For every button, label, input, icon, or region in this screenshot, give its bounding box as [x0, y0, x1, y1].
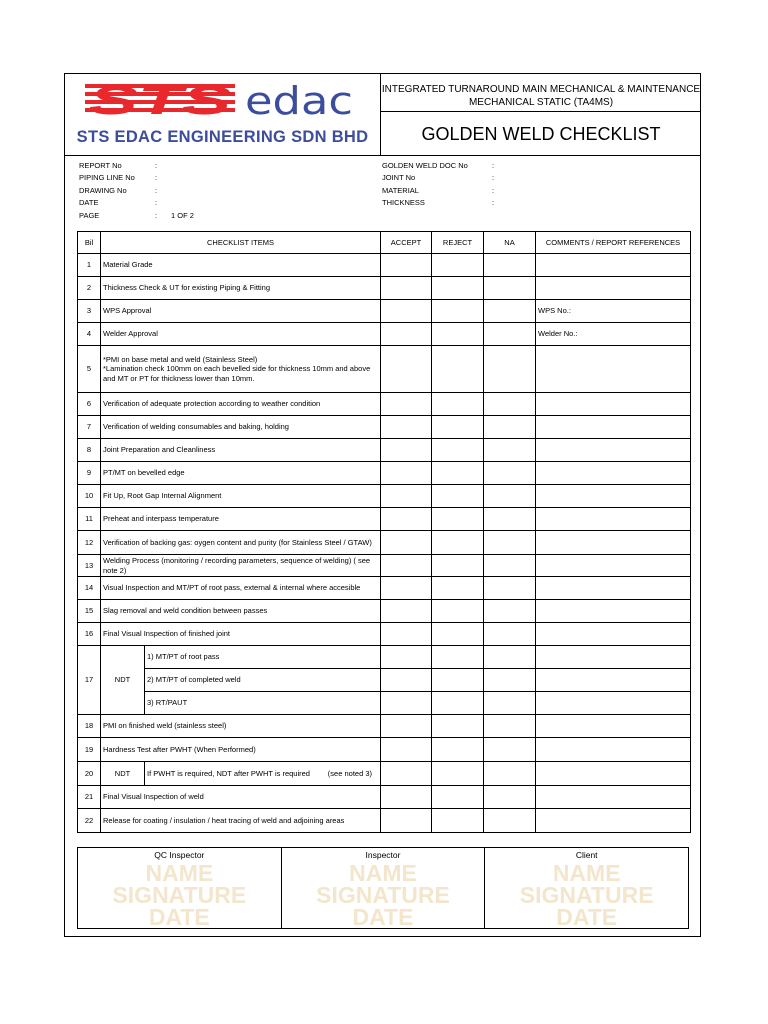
table-row — [78, 462, 691, 485]
checklist-item-text: WPS Approval — [101, 300, 381, 323]
na-cell[interactable] — [484, 669, 536, 692]
checklist-item-text: Thickness Check & UT for existing Piping & Fitting — [101, 277, 381, 300]
accept-cell[interactable] — [381, 692, 432, 715]
checklist-item-text: PMI on finished weld (stainless steel) — [101, 715, 381, 738]
signature-inspector[interactable] — [282, 848, 486, 928]
form-header — [65, 74, 700, 156]
reject-cell[interactable] — [432, 555, 484, 577]
table-row — [78, 577, 691, 600]
reject-cell[interactable] — [432, 393, 484, 416]
na-cell[interactable] — [484, 646, 536, 669]
checklist-item-text: Final Visual Inspection of weld — [101, 786, 381, 809]
table-row — [78, 786, 691, 809]
na-cell[interactable] — [484, 254, 536, 277]
sts-logo-mark — [85, 80, 235, 123]
checklist-item-text: Verification of backing gas: oygen content and purity (for Stainless Steel / GTAW) — [101, 531, 381, 555]
na-cell[interactable] — [484, 300, 536, 323]
reject-cell[interactable] — [432, 646, 484, 669]
comment-cell[interactable] — [536, 416, 691, 439]
na-cell[interactable] — [484, 416, 536, 439]
table-row — [78, 485, 691, 508]
col-header-reject: REJECT — [432, 232, 484, 254]
comment-cell[interactable] — [536, 531, 691, 555]
accept-cell[interactable] — [381, 531, 432, 555]
accept-cell[interactable] — [381, 646, 432, 669]
info-row: THICKNESS : — [382, 198, 495, 208]
table-row — [78, 323, 691, 346]
item-number: 17 — [78, 646, 101, 715]
col-header-items: CHECKLIST ITEMS — [101, 232, 381, 254]
na-cell[interactable] — [484, 346, 536, 393]
comment-cell[interactable] — [536, 485, 691, 508]
comment-cell[interactable] — [536, 715, 691, 738]
checklist-body-a — [78, 254, 691, 646]
accept-cell[interactable] — [381, 462, 432, 485]
signature-qc-inspector[interactable] — [78, 848, 282, 928]
accept-cell[interactable] — [381, 277, 432, 300]
comment-cell[interactable] — [536, 646, 691, 669]
item-number: 21 — [78, 786, 101, 809]
reject-cell[interactable] — [432, 416, 484, 439]
project-line-1: INTEGRATED TURNAROUND MAIN MECHANICAL & MAINTENANCE — [381, 84, 701, 95]
na-cell[interactable] — [484, 577, 536, 600]
table-row — [78, 300, 691, 323]
accept-cell[interactable] — [381, 300, 432, 323]
table-row — [78, 738, 691, 762]
accept-cell[interactable] — [381, 623, 432, 646]
reject-cell[interactable] — [432, 692, 484, 715]
checklist-form — [64, 73, 701, 937]
accept-cell[interactable] — [381, 809, 432, 833]
pwht-note: (see noted 3) — [327, 768, 372, 778]
ndt-label: NDT — [101, 646, 145, 715]
checklist-item-text: Welding Process (monitoring / recording parameters, sequence of welding) ( see note 2) — [101, 555, 381, 577]
comment-cell[interactable] — [536, 600, 691, 623]
reject-cell[interactable] — [432, 462, 484, 485]
item-number: 14 — [78, 577, 101, 600]
item-number: 6 — [78, 393, 101, 416]
na-cell[interactable] — [484, 738, 536, 762]
reject-cell[interactable] — [432, 738, 484, 762]
comment-cell[interactable] — [536, 762, 691, 786]
reject-cell[interactable] — [432, 786, 484, 809]
table-row — [78, 508, 691, 531]
na-cell[interactable] — [484, 762, 536, 786]
item-number: 4 — [78, 323, 101, 346]
signature-role: Inspector — [365, 850, 401, 860]
table-row — [78, 277, 691, 300]
reject-cell[interactable] — [432, 531, 484, 555]
company-name: STS EDAC ENGINEERING SDN BHD — [76, 128, 369, 146]
na-cell[interactable] — [484, 485, 536, 508]
reject-cell[interactable] — [432, 600, 484, 623]
info-row: JOINT No : — [382, 173, 495, 183]
comment-cell[interactable] — [536, 577, 691, 600]
comment-cell[interactable] — [536, 809, 691, 833]
na-cell[interactable] — [484, 462, 536, 485]
comment-cell[interactable] — [536, 508, 691, 531]
item-number: 16 — [78, 623, 101, 646]
document-title: GOLDEN WELD CHECKLIST — [421, 124, 661, 144]
table-row — [78, 646, 691, 669]
reject-cell[interactable] — [432, 762, 484, 786]
comment-cell[interactable] — [536, 738, 691, 762]
reject-cell[interactable] — [432, 715, 484, 738]
comment-cell[interactable] — [536, 277, 691, 300]
accept-cell[interactable] — [381, 715, 432, 738]
na-cell[interactable] — [484, 439, 536, 462]
checklist-item-text: Preheat and interpass temperature — [101, 508, 381, 531]
accept-cell[interactable] — [381, 485, 432, 508]
comment-cell[interactable] — [536, 555, 691, 577]
accept-cell[interactable] — [381, 416, 432, 439]
reject-cell[interactable] — [432, 346, 484, 393]
item-number: 5 — [78, 346, 101, 393]
table-row — [78, 346, 691, 393]
na-cell[interactable] — [484, 715, 536, 738]
accept-cell[interactable] — [381, 577, 432, 600]
info-right — [382, 160, 508, 210]
checklist-body-pwht — [78, 762, 691, 786]
accept-cell[interactable] — [381, 738, 432, 762]
info-row: PAGE : 1 OF 2 — [79, 210, 194, 222]
comment-cell[interactable]: Welder No.: — [536, 323, 691, 346]
company-logo — [83, 80, 363, 126]
reject-cell[interactable] — [432, 577, 484, 600]
checklist-item-text: Visual Inspection and MT/PT of root pass, external & internal where accesible — [101, 577, 381, 600]
accept-cell[interactable] — [381, 346, 432, 393]
item-number: 2 — [78, 277, 101, 300]
reject-cell[interactable] — [432, 623, 484, 646]
table-row — [78, 531, 691, 555]
checklist-item-text: Verification of adequate protection according to weather condition — [101, 393, 381, 416]
table-row — [78, 416, 691, 439]
checklist-item-text: Welder Approval — [101, 323, 381, 346]
reject-cell[interactable] — [432, 439, 484, 462]
project-line-2: MECHANICAL STATIC (TA4MS) — [468, 97, 614, 108]
accept-cell[interactable] — [381, 439, 432, 462]
signature-block — [77, 847, 689, 929]
info-row: PIPING LINE No : — [79, 173, 158, 183]
item-number: 8 — [78, 439, 101, 462]
signature-watermark: NAME SIGNATURE DATE — [519, 860, 654, 930]
reject-cell[interactable] — [432, 809, 484, 833]
table-row — [78, 762, 691, 786]
checklist-item-text: PT/MT on bevelled edge — [101, 462, 381, 485]
item-number: 11 — [78, 508, 101, 531]
item-number: 10 — [78, 485, 101, 508]
accept-cell[interactable] — [381, 762, 432, 786]
col-header-bil: Bil — [78, 232, 101, 254]
info-row: GOLDEN WELD DOC No : — [382, 161, 495, 170]
checklist-table — [77, 231, 691, 833]
na-cell[interactable] — [484, 623, 536, 646]
item-number: 19 — [78, 738, 101, 762]
reject-cell[interactable] — [432, 485, 484, 508]
checklist-body-b — [78, 715, 691, 762]
checklist-item-text: Release for coating / insulation / heat tracing of weld and adjoining areas — [101, 809, 381, 833]
comment-cell[interactable]: WPS No.: — [536, 300, 691, 323]
checklist-item-text: *PMI on base metal and weld (Stainless Steel) *Lamination check 100mm on each bevelled side for thickness 10mm and above and MT or PT for thickness lower than 10mm. — [101, 346, 381, 393]
comment-cell[interactable] — [536, 669, 691, 692]
na-cell[interactable] — [484, 809, 536, 833]
item-number: 22 — [78, 809, 101, 833]
comment-cell[interactable] — [536, 439, 691, 462]
accept-cell[interactable] — [381, 323, 432, 346]
col-header-comments: COMMENTS / REPORT REFERENCES — [536, 232, 691, 254]
checklist-item-text: Verification of welding consumables and baking, holding — [101, 416, 381, 439]
na-cell[interactable] — [484, 786, 536, 809]
comment-cell[interactable] — [536, 393, 691, 416]
checklist-body-c — [78, 786, 691, 833]
signature-watermark: NAME SIGNATURE DATE — [316, 860, 450, 930]
comment-cell[interactable] — [536, 692, 691, 715]
na-cell[interactable] — [484, 277, 536, 300]
checklist-item-text: Joint Preparation and Cleanliness — [101, 439, 381, 462]
table-row — [78, 555, 691, 577]
item-number: 3 — [78, 300, 101, 323]
comment-cell[interactable] — [536, 346, 691, 393]
info-left — [79, 160, 194, 222]
item-number: 20 — [78, 762, 101, 786]
item-number: 18 — [78, 715, 101, 738]
item-number: 9 — [78, 462, 101, 485]
info-row: DRAWING No : — [79, 185, 158, 195]
table-header-row — [78, 232, 691, 254]
ndt-sub-item: 1) MT/PT of root pass — [145, 646, 381, 669]
pwht-text-main: If PWHT is required, NDT after PWHT is required — [147, 768, 310, 778]
checklist-item-text: Fit Up, Root Gap Internal Alignment — [101, 485, 381, 508]
checklist-body-ndt — [78, 646, 691, 715]
table-row — [78, 715, 691, 738]
project-title — [381, 74, 701, 112]
info-row: REPORT No : — [79, 161, 158, 170]
item-number: 13 — [78, 555, 101, 577]
item-number: 1 — [78, 254, 101, 277]
checklist-item-text: Slag removal and weld condition between passes — [101, 600, 381, 623]
table-row — [78, 669, 691, 692]
ndt-label: NDT — [101, 762, 145, 786]
accept-cell[interactable] — [381, 786, 432, 809]
item-number: 15 — [78, 600, 101, 623]
ndt-sub-item: 3) RT/PAUT — [145, 692, 381, 715]
accept-cell[interactable] — [381, 254, 432, 277]
signature-role: QC Inspector — [154, 850, 205, 860]
item-number: 12 — [78, 531, 101, 555]
table-row — [78, 254, 691, 277]
comment-cell[interactable] — [536, 623, 691, 646]
comment-cell[interactable] — [536, 462, 691, 485]
table-row — [78, 809, 691, 833]
accept-cell[interactable] — [381, 393, 432, 416]
table-row — [78, 439, 691, 462]
table-row — [78, 692, 691, 715]
na-cell[interactable] — [484, 393, 536, 416]
na-cell[interactable] — [484, 692, 536, 715]
reject-cell[interactable] — [432, 254, 484, 277]
na-cell[interactable] — [484, 531, 536, 555]
reject-cell[interactable] — [432, 669, 484, 692]
checklist-item-text: Material Grade — [101, 254, 381, 277]
na-cell[interactable] — [484, 508, 536, 531]
col-header-na: NA — [484, 232, 536, 254]
comment-cell[interactable] — [536, 786, 691, 809]
reject-cell[interactable] — [432, 300, 484, 323]
accept-cell[interactable] — [381, 508, 432, 531]
table-row — [78, 393, 691, 416]
comment-cell[interactable] — [536, 254, 691, 277]
ndt-sub-item: 2) MT/PT of completed weld — [145, 669, 381, 692]
table-row — [78, 600, 691, 623]
info-row: DATE : — [79, 198, 158, 208]
checklist-item-text: Hardness Test after PWHT (When Performed) — [101, 738, 381, 762]
info-row: MATERIAL : — [382, 185, 495, 195]
na-cell[interactable] — [484, 323, 536, 346]
checklist-item-text: Final Visual Inspection of finished joint — [101, 623, 381, 646]
accept-cell[interactable] — [381, 555, 432, 577]
table-row — [78, 623, 691, 646]
reject-cell[interactable] — [432, 277, 484, 300]
svg-text:STS: STS — [89, 80, 232, 123]
item-number: 7 — [78, 416, 101, 439]
reject-cell[interactable] — [432, 508, 484, 531]
logo-area — [65, 74, 381, 155]
page-value: 1 OF 2 — [171, 210, 194, 220]
edac-logo-mark: edac — [245, 80, 353, 123]
accept-cell[interactable] — [381, 669, 432, 692]
reject-cell[interactable] — [432, 323, 484, 346]
col-header-accept: ACCEPT — [381, 232, 432, 254]
pwht-text — [145, 762, 381, 786]
signature-watermark: NAME SIGNATURE DATE — [112, 860, 247, 930]
signature-client[interactable] — [485, 848, 688, 928]
na-cell[interactable] — [484, 555, 536, 577]
accept-cell[interactable] — [381, 600, 432, 623]
na-cell[interactable] — [484, 600, 536, 623]
signature-role: Client — [575, 850, 598, 860]
